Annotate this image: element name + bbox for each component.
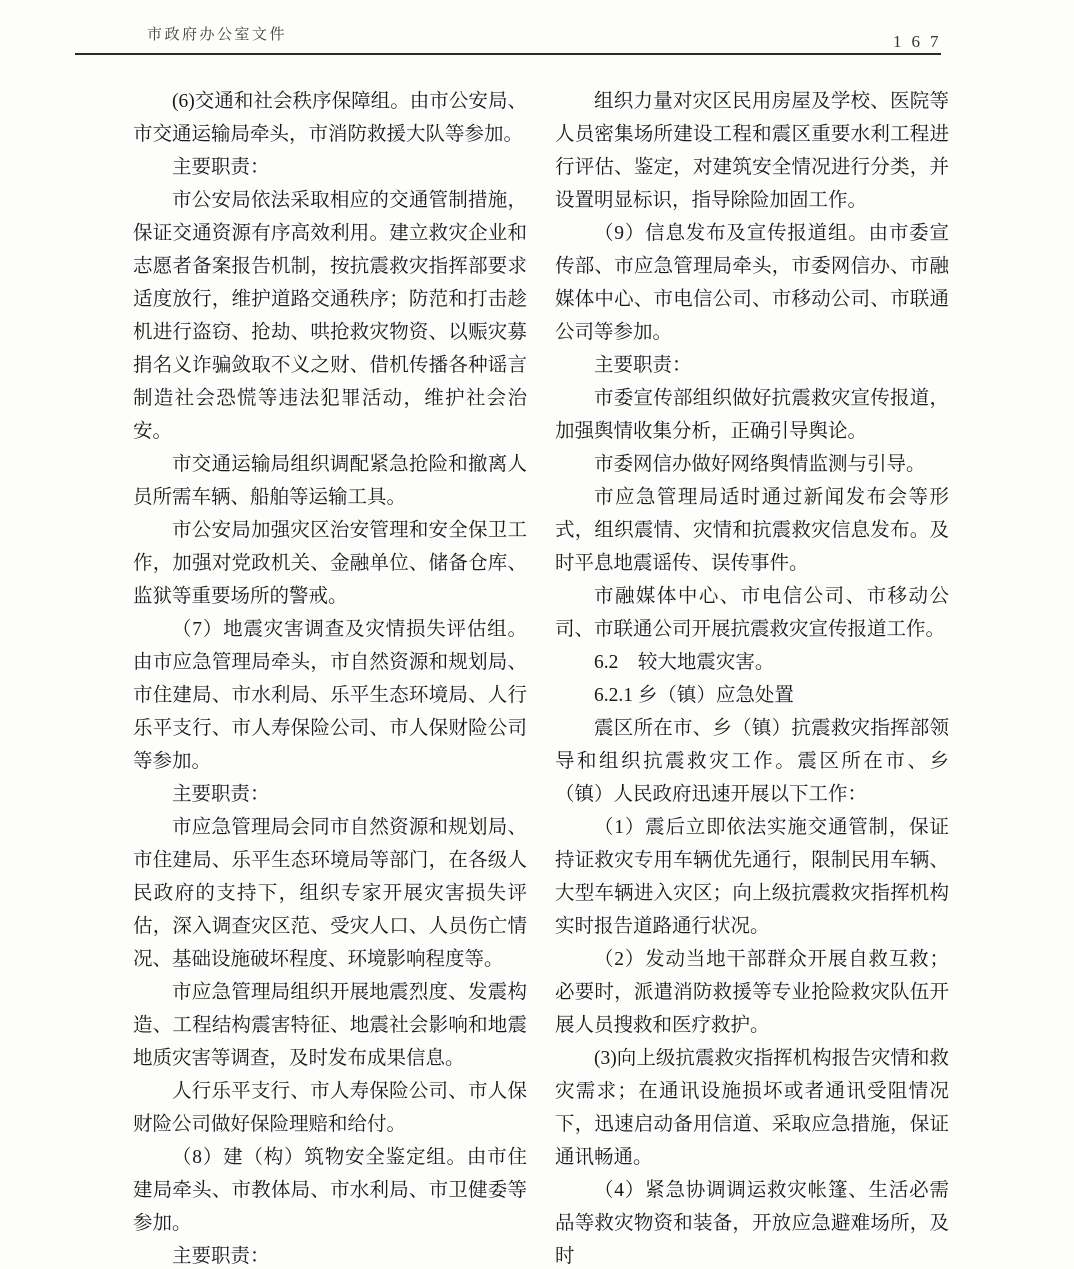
paragraph: 市公安局加强灾区治安管理和安全保卫工作，加强对党政机关、金融单位、储备仓库、监狱等重要场所的警戒。 [133,520,527,607]
header-page-number: 167 [893,32,949,51]
paragraph: （2）发动当地干部群众开展自救互救；必要时，派遣消防救援等专业抢险救灾队伍开展人员搜救和医疗救护。 [555,949,949,1036]
paragraph: 市交通运输局组织调配紧急抢险和撤离人员所需车辆、船舶等运输工具。 [133,454,527,508]
paragraph: （4）紧急协调调运救灾帐篷、生活必需品等救灾物资和装备，开放应急避难场所，及时 [555,1180,949,1267]
paragraph: 市应急管理局会同市自然资源和规划局、市住建局、乐平生态环境局等部门，在各级人民政府的支持下，组织专家开展灾害损失评估，深入调查灾区范、受灾人口、人员伤亡情况、基础设施破坏程度、环境影响程度等。 [133,817,527,970]
document-body [133,85,949,1269]
paragraph: 市公安局依法采取相应的交通管制措施，保证交通资源有序高效利用。建立救灾企业和志愿者备案报告机制，按抗震救灾指挥部要求适度放行，维护道路交通秩序；防范和打击趁机进行盗窃、抢劫、哄抢救灾物资、以赈灾募捐名义诈骗敛取不义之财、借机传播各种谣言制造社会恐慌等违法犯罪活动，维护社会治安。 [133,190,527,442]
paragraph: 震区所在市、乡（镇）抗震救灾指挥部领导和组织抗震救灾工作。震区所在市、乡（镇）人民政府迅速开展以下工作： [555,718,949,805]
header-doc-title: 市政府办公室文件 [147,27,288,43]
paragraph: 市应急管理局适时通过新闻发布会等形式，组织震情、灾情和抗震救灾信息发布。及时平息地震谣传、误传事件。 [555,487,949,574]
paragraph: 市应急管理局组织开展地震烈度、发震构造、工程结构震害特征、地震社会影响和地震地质灾害等调查，及时发布成果信息。 [133,982,527,1069]
paragraph: 主要职责： [172,1246,270,1267]
paragraph: (3)向上级抗震救灾指挥机构报告灾情和救灾需求；在通讯设施损坏或者通讯受阻情况下，迅速启动备用信道、采取应急措施，保证通讯畅通。 [555,1048,949,1168]
paragraph: 市融媒体中心、市电信公司、市移动公司、市联通公司开展抗震救灾宣传报道工作。 [555,586,949,640]
paragraph: （7）地震灾害调查及灾情损失评估组。由市应急管理局牵头，市自然资源和规划局、市住建局、市水利局、乐平生态环境局、人行乐平支行、市人寿保险公司、市人保财险公司等参加。 [133,619,527,772]
section-heading: 6.2 较大地震灾害。 [594,652,775,673]
paragraph: （9）信息发布及宣传报道组。由市委宣传部、市应急管理局牵头，市委网信办、市融媒体中心、市电信公司、市移动公司、市联通公司等参加。 [555,223,949,343]
paragraph: 主要职责： [594,355,692,376]
paragraph: 组织力量对灾区民用房屋及学校、医院等人员密集场所建设工程和震区重要水利工程进行评估、鉴定，对建筑安全情况进行分类，并设置明显标识，指导除险加固工作。 [555,91,949,211]
paragraph: 市委宣传部组织做好抗震救灾宣传报道，加强舆情收集分析，正确引导舆论。 [555,388,949,442]
header-rule [75,53,941,55]
right-column [555,85,949,1269]
paragraph: 主要职责： [172,157,270,178]
paragraph: 人行乐平支行、市人寿保险公司、市人保财险公司做好保险理赔和给付。 [133,1081,527,1135]
paragraph: （8）建（构）筑物安全鉴定组。由市住建局牵头、市教体局、市水利局、市卫健委等参加。 [133,1147,527,1234]
section-heading: 6.2.1 乡（镇）应急处置 [594,685,794,706]
paragraph: 主要职责： [172,784,270,805]
left-column [133,85,527,1269]
paragraph: （1）震后立即依法实施交通管制，保证持证救灾专用车辆优先通行，限制民用车辆、大型车辆进入灾区；向上级抗震救灾指挥机构实时报告道路通行状况。 [555,817,949,937]
paragraph: (6)交通和社会秩序保障组。由市公安局、市交通运输局牵头，市消防救援大队等参加。 [133,91,527,145]
paragraph: 市委网信办做好网络舆情监测与引导。 [594,454,926,475]
